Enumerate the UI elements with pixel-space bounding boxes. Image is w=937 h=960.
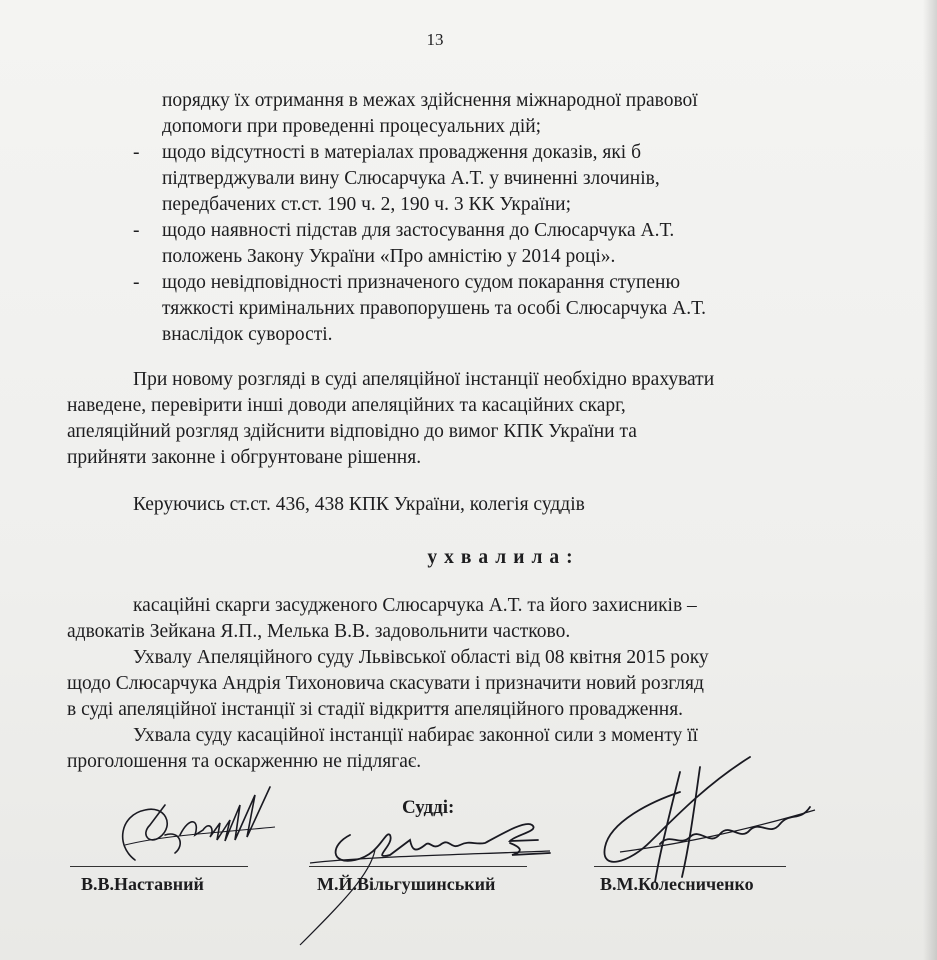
review-line-4: прийняти законне і обгрунтоване рішення. xyxy=(67,447,422,468)
bullet-3-line-1: щодо невідповідності призначеного судом покарання ступеню xyxy=(162,272,681,293)
judge-name-3: В.М.Колесниченко xyxy=(600,874,754,894)
bullet-3-line-3: внаслідок суворості. xyxy=(162,324,333,345)
signature-1-image xyxy=(105,775,285,875)
bullet-3-line-2: тяжкості кримінальних правопорушень та особі Слюсарчука А.Т. xyxy=(162,298,706,319)
ruling-p3-line-1: Ухвала суду касаційної інстанції набирає законної сили з моменту її xyxy=(133,725,698,746)
bullet-2-line-2: положень Закону України «Про амністію у 2014 році». xyxy=(162,246,616,267)
bullet-1-line-2: підтверджували вину Слюсарчука А.Т. у вчиненні злочинів, xyxy=(162,168,660,189)
ruling-heading: ухвалила: xyxy=(427,547,580,568)
page-shadow-edge xyxy=(923,0,937,960)
judge-name-2: М.Й.Вільгушинський xyxy=(317,874,496,894)
judges-title: Судді: xyxy=(402,797,455,818)
continuation-line-2: допомоги при проведенні процесуальних дій; xyxy=(162,116,542,137)
ruling-p1-line-2: адвокатів Зейкана Я.П., Мелька В.В. задовольнити частково. xyxy=(67,621,571,642)
guided-line: Керуючись ст.ст. 436, 438 КПК України, колегія суддів xyxy=(133,494,585,515)
bullet-dash-3: - xyxy=(133,272,140,293)
continuation-text: порядку їх отримання в межах здійснення міжнародної правової xyxy=(162,90,698,111)
bullet-2-line-1: щодо наявності підстав для застосування до Слюсарчука А.Т. xyxy=(162,220,675,241)
continuation-line-1 xyxy=(162,88,794,114)
bullet-dash-1: - xyxy=(133,142,140,163)
ruling-p2-line-2: щодо Слюсарчука Андрія Тихоновича скасувати і призначити новий розгляд xyxy=(67,673,704,694)
bullet-1-line-3: передбачених ст.ст. 190 ч. 2, 190 ч. 3 КК України; xyxy=(162,194,572,215)
ruling-p1-line-1: касаційні скарги засудженого Слюсарчука А.Т. та його захисників – xyxy=(133,595,697,616)
ruling-p2-line-3: в суді апеляційної інстанції зі стадії відкриття апеляційного провадження. xyxy=(67,699,684,720)
review-line-3: апеляційний розгляд здійснити відповідно до вимог КПК України та xyxy=(67,421,637,442)
ruling-p2-line-1: Ухвалу Апеляційного суду Львівської області від 08 квітня 2015 року xyxy=(133,647,709,668)
review-line-1: При новому розгляді в суді апеляційної інстанції необхідно врахувати xyxy=(133,369,715,390)
bullet-1-line-1: щодо відсутності в матеріалах провадження доказів, які б xyxy=(162,142,642,163)
judge-name-1: В.В.Наставний xyxy=(81,874,204,894)
bullet-dash-2: - xyxy=(133,220,140,241)
review-line-2: наведене, перевірити інші доводи апеляційних та касаційних скарг, xyxy=(67,395,626,416)
ruling-p3-line-2: проголошення та оскарженню не підлягає. xyxy=(67,751,422,772)
page-number: 13 xyxy=(426,30,444,49)
